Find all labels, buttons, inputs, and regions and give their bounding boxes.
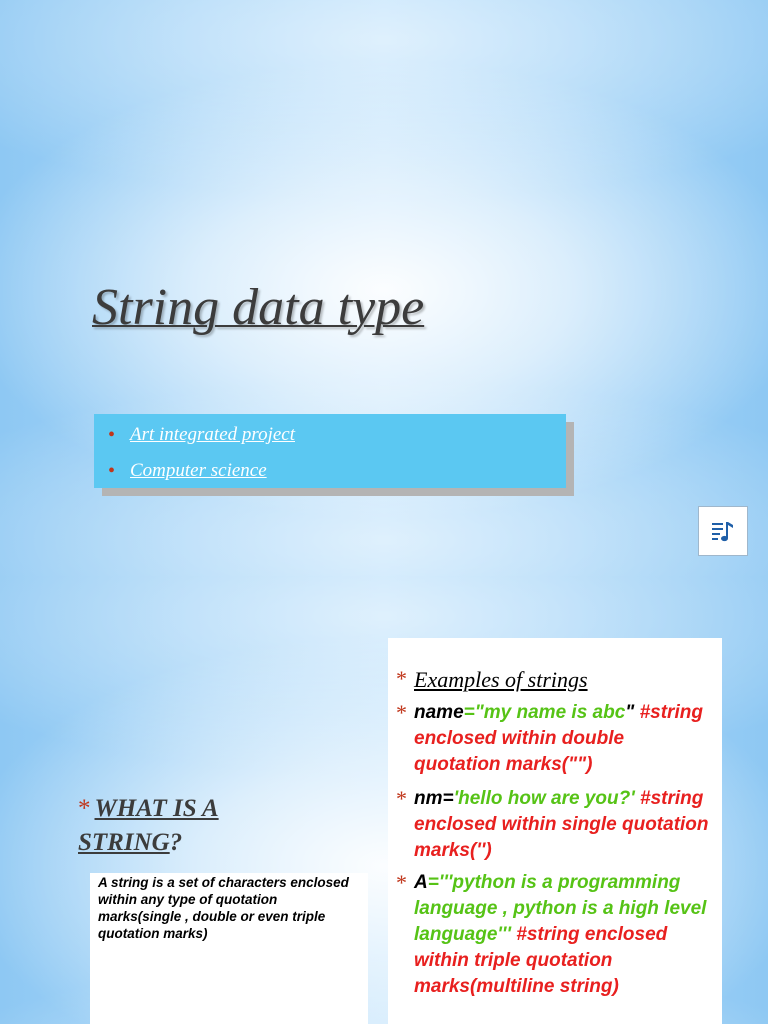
- subtitle-item-project: [108, 420, 566, 456]
- heading-line2-rest: ?: [169, 829, 183, 856]
- example-2-comment: #string enclosed within single quotation marks(''): [414, 788, 709, 861]
- example-2-eq: =: [442, 788, 454, 809]
- what-is-a-string-heading: [78, 792, 278, 860]
- bullet-icon: •: [108, 424, 116, 446]
- example-3-value: '''python is a programming language , python is a high level language''': [414, 872, 707, 945]
- example-1-value: my name is abc: [483, 702, 626, 723]
- examples-box: [388, 638, 722, 1024]
- audio-playlist-icon: [710, 518, 736, 544]
- example-3-var: A: [414, 872, 428, 893]
- example-2-var: nm: [414, 788, 443, 809]
- example-double-quotes: [396, 700, 714, 778]
- star-bullet-icon: *: [78, 795, 91, 822]
- subtitle-item-subject: [108, 456, 566, 492]
- content-slide: [0, 576, 768, 1024]
- subtitle-list: [94, 414, 566, 492]
- star-bullet-icon: *: [396, 700, 407, 725]
- example-3-comment: #string enclosed within triple quotation marks(multiline string): [414, 924, 668, 997]
- bullet-icon: •: [108, 460, 116, 482]
- heading-line1: WHAT IS A: [94, 795, 219, 822]
- example-3-eq: =: [427, 872, 439, 893]
- definition-box: [90, 873, 368, 1024]
- definition-text: A string is a set of characters enclosed within any type of quotation marks(single , double or even triple quotation marks): [98, 875, 349, 941]
- star-bullet-icon: *: [396, 870, 407, 895]
- link-art-integrated-project[interactable]: Art integrated project: [130, 424, 295, 445]
- audio-playlist-button[interactable]: [698, 506, 748, 556]
- heading-line2-underlined: STRING: [78, 829, 170, 856]
- examples-heading: Examples of strings: [414, 667, 588, 692]
- subtitle-box: [94, 414, 566, 488]
- example-1-var: name: [414, 702, 464, 723]
- example-1-close-quote: ": [625, 702, 635, 723]
- example-1-eq: =: [463, 702, 475, 723]
- examples-heading-item: [396, 666, 714, 694]
- link-computer-science[interactable]: Computer science: [130, 460, 267, 481]
- example-3-code: [414, 870, 714, 1000]
- example-single-quotes: [396, 786, 714, 864]
- star-bullet-icon: *: [396, 666, 407, 691]
- example-2-value: 'hello how are you?': [453, 788, 635, 809]
- example-2-code: [414, 786, 714, 864]
- example-1-open-quote: ": [474, 702, 484, 723]
- example-1-code: [414, 700, 714, 778]
- slide-title: String data type: [92, 279, 425, 336]
- example-1-comment: #string enclosed within double quotation marks(""): [414, 702, 703, 775]
- star-bullet-icon: *: [396, 786, 407, 811]
- example-triple-quotes: [396, 870, 714, 1000]
